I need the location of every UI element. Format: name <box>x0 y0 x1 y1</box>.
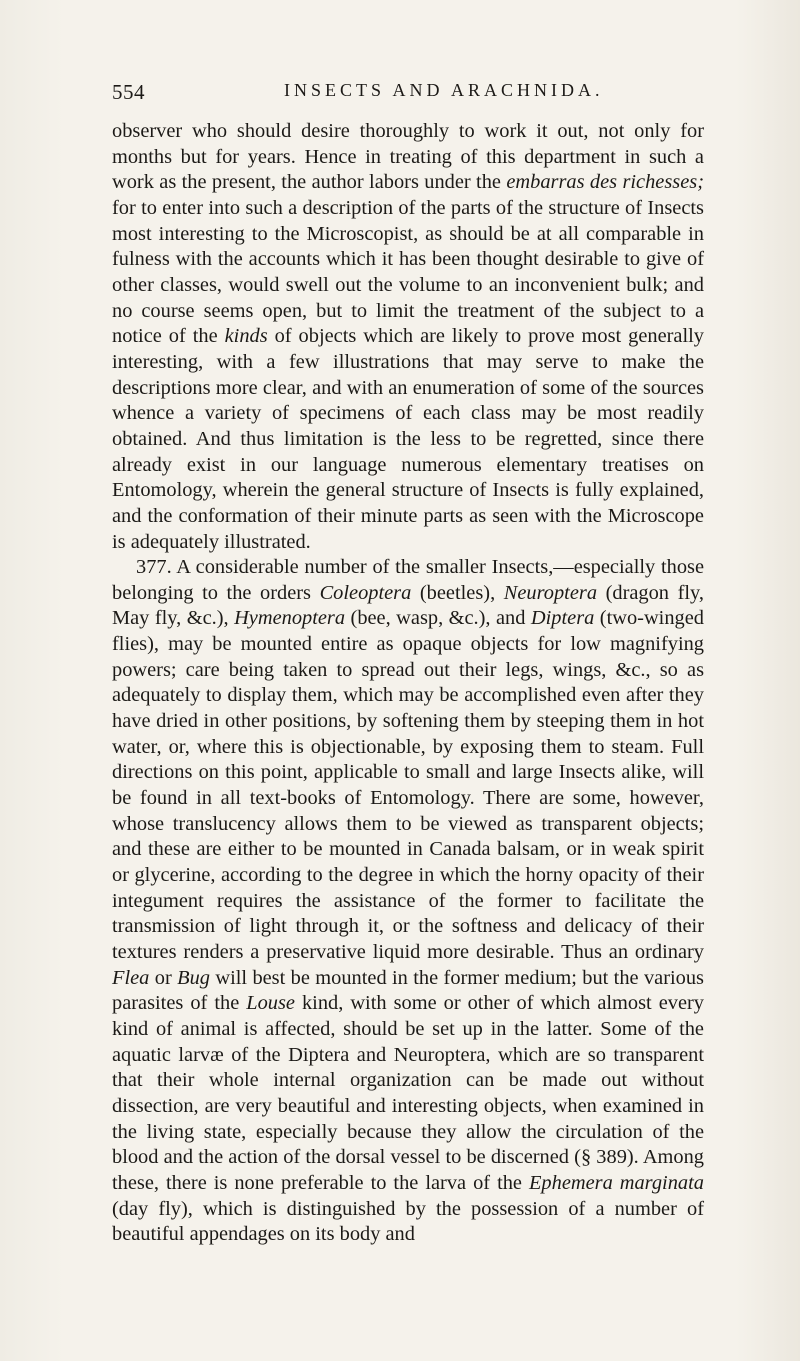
paragraph-continued <box>112 119 704 555</box>
italic-phrase: Flea <box>112 966 150 989</box>
running-title: INSECTS AND ARACHNIDA. <box>284 80 604 100</box>
italic-phrase: Coleoptera <box>319 581 412 604</box>
italic-phrase: Diptera <box>530 607 595 630</box>
body-text <box>112 119 704 1248</box>
italic-phrase: Neuroptera <box>503 581 598 604</box>
page-header <box>112 80 704 114</box>
italic-phrase: Louse <box>246 992 295 1015</box>
text-run: A considerable number of the smaller Insects,—especially those belonging to the orders <box>112 556 704 604</box>
text-run: (two-winged flies), may be mounted entire as opaque objects for low magnifying powers; care being taken to spread out their legs, wings, &c., so as adequately to display them, which may be accomplished even after they have dried in other positions, by softening them by steeping them in hot water, or, where this is objectionable, by exposing them to steam. Full directions on this point, applicable to small and large Insects alike, will be found in all text-books of Entomology. There are some, however, whose translucency allows them to be viewed as transparent objects; and these are either to be mounted in Canada balsam, or in weak spirit or glycerine, according to the degree in which the horny opacity of their integument requires the assistance of the former to facilitate the transmission of light through it, or the softness and delicacy of their textures renders a preservative liquid more desirable. Thus an ordinary <box>112 607 704 963</box>
italic-phrase: embarras des richesses; <box>506 171 704 194</box>
italic-phrase: kinds <box>224 325 268 348</box>
text-run: (dragon fly, May fly, &c.), <box>112 581 704 630</box>
text-run: (day fly), which is distinguished by the possession of a number of beautiful appendages on its body and <box>112 1197 704 1246</box>
page-number: 554 <box>112 80 145 104</box>
text-run: kind, with some or other of which almost every kind of animal is affected, should be set up in the latter. Some of the aquatic larvæ of the Diptera and Neuroptera, which are so transparent that their whole internal organization can be made out without dissection, are very beautiful and interesting objects, when examined in the living state, especially because they allow the circulation of the blood and the action of the dorsal vessel to be discerned <box>112 992 704 1169</box>
paragraph-number: 377. <box>136 556 172 579</box>
italic-phrase: Hymenoptera <box>234 607 346 630</box>
text-run: (beetles), <box>411 581 504 604</box>
text-run: Among these, there is none preferable to the larva of the <box>112 1146 704 1194</box>
section-reference: (§ 389). <box>574 1146 639 1169</box>
italic-phrase: Ephemera marginata <box>528 1171 704 1194</box>
text-run: of objects which are likely to prove most generally interesting, with a few illustrations that may serve to make the descriptions more clear, and with an enumeration of some of the sources whence a variety of specimens of each class may be most readily obtained. And thus limitation is the less to be regretted, since there already exist in our language numerous elementary treatises on Entomology, wherein the general structure of Insects is fully explained, and the conformation of their minute parts as seen with the Microscope is adequately illustrated. <box>112 325 704 553</box>
text-run: (bee, wasp, &c.), and <box>345 607 531 630</box>
text-run: or <box>149 966 178 989</box>
text-run: observer who should desire thoroughly to work it out, not only for months but for years. Hence in treating of this department in such a work as the present, the author labors under the <box>112 120 704 194</box>
paragraph-377 <box>112 555 704 1248</box>
text-run: will best be mounted in the former medium; but the various parasites of the <box>112 966 704 1015</box>
text-run: for to enter into such a description of the parts of the structure of Insects most interesting to the Microscopist, as should be at all comparable in fulness with the accounts which it has been thought desirable to give of other classes, would swell out the volume to an inconvenient bulk; and no course seems open, but to limit the treatment of the subject to a notice of the <box>112 196 704 348</box>
italic-phrase: Bug <box>177 966 210 989</box>
